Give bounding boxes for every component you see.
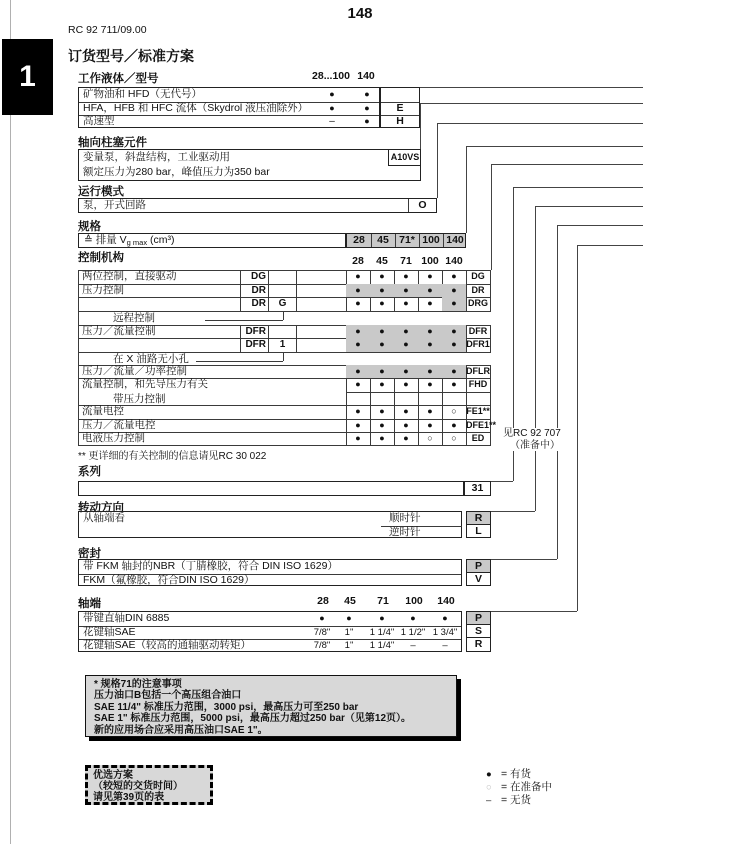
control-row: DFR 1 ● ● ● ● ● DFR1 <box>245 339 490 350</box>
order-code-connector <box>466 146 643 147</box>
legend-item: – = 无货 <box>486 794 532 806</box>
control-row: 流量电控 ● ● ● ● ○ FE1** <box>82 405 490 417</box>
note-line: * 规格71的注意事项 <box>94 679 182 690</box>
availability-dot: ● <box>410 613 416 623</box>
order-code-connector <box>491 611 577 612</box>
availability-dot: ● <box>355 379 361 389</box>
availability-dot: ● <box>355 406 361 416</box>
availability-dash: – <box>329 116 335 127</box>
order-code-connector <box>420 87 643 88</box>
control-row: 电液压力控制 ● ● ● ○ ○ ED <box>78 432 491 446</box>
availability-dot: ● <box>370 284 394 298</box>
shaft-size-value: – <box>410 640 416 651</box>
availability-dot: ● <box>364 116 370 126</box>
availability-dot: ● <box>394 284 418 298</box>
series-code: 31 <box>464 481 491 496</box>
hollow-dot-icon: ○ <box>486 782 492 793</box>
pump-desc-line2: 额定压力为280 bar，峰值压力为350 bar <box>83 165 270 178</box>
availability-dot: ● <box>394 338 418 352</box>
order-code-connector <box>577 245 643 246</box>
preferred-line: （较短的交货时间） <box>93 781 183 792</box>
availability-dot: ● <box>403 379 409 389</box>
availability-dot: ● <box>418 325 442 339</box>
shaft-size-value: 7/8" <box>313 640 331 651</box>
availability-dot: ● <box>379 613 385 623</box>
availability-dot: ● <box>379 271 385 281</box>
dash-icon: – <box>486 795 492 806</box>
size-value: 28 <box>353 234 365 246</box>
shaft-size-value: 7/8" <box>313 626 331 638</box>
size-value: 140 <box>446 234 464 246</box>
control-row: 流量控制，和先导压力有关 ● ● ● ● ● FHD <box>78 378 491 392</box>
availability-dot: ● <box>329 89 335 99</box>
mode-row-label: 泵，开式回路 <box>83 199 146 211</box>
rotation-section-label: 转动方向 <box>78 502 124 514</box>
shaft-size-value: 1" <box>344 640 354 651</box>
page-title: 订货型号／标准方案 <box>68 48 194 64</box>
availability-dot: ● <box>329 102 335 113</box>
order-code-connector <box>513 187 643 188</box>
mode-code: O <box>418 199 427 211</box>
availability-dot: ● <box>418 338 442 352</box>
control-row: 压力控制 DR ● ● ● ● ● DR <box>78 284 491 298</box>
rotation-cw-label: 顺时针 <box>389 512 421 524</box>
code-cell: FE1** <box>466 406 490 416</box>
availability-dot: ● <box>379 419 385 430</box>
availability-dot: ● <box>346 284 370 298</box>
availability-dot: ● <box>427 298 433 308</box>
code-cell: DFR <box>468 325 488 336</box>
code-cell: DFR1 <box>466 339 490 349</box>
order-code-connector <box>491 511 535 512</box>
availability-dot: ● <box>427 379 433 389</box>
shaft-code: R <box>466 637 491 652</box>
availability-dot: ● <box>379 433 385 443</box>
order-code-connector <box>557 225 558 559</box>
preferred-line: 请见第39页的表 <box>93 792 165 803</box>
size-cells <box>346 233 466 248</box>
availability-dot: ● <box>403 271 409 281</box>
shaft-section-label: 轴端 <box>78 598 101 610</box>
note-line: SAE 1" 标准压力范围，5000 psi，最高压力超过250 bar（见第12页）。 <box>94 713 412 725</box>
availability-dot: ● <box>319 613 325 623</box>
order-code-connector <box>491 481 513 482</box>
rotation-table <box>78 511 462 538</box>
order-code-connector <box>420 103 421 149</box>
order-code-connector <box>577 245 578 611</box>
control-row: DR G ● ● ● ● ● DRG <box>251 298 488 309</box>
control-sublabel: 带压力控制 <box>113 392 166 405</box>
seal-code: V <box>466 572 491 586</box>
shaft-col-header: 100 <box>405 595 423 607</box>
control-subrow <box>78 311 491 325</box>
preferred-line: 优选方案 <box>93 770 133 781</box>
doc-reference: RC 92 711/09.00 <box>68 24 147 36</box>
size-value: 100 <box>422 234 440 246</box>
code-cell: DFLR <box>466 365 490 376</box>
legend-item: ● = 有货 <box>486 768 532 780</box>
fluid-row-label: 高速型 <box>83 115 115 127</box>
order-code-connector <box>535 206 643 207</box>
availability-dot: ● <box>418 284 442 298</box>
control-footnote: ** 更详细的有关控制的信息请见RC 30 022 <box>78 451 267 462</box>
shaft-col-header: 140 <box>437 595 455 607</box>
availability-dot: ● <box>370 365 394 379</box>
availability-dot: ● <box>355 433 361 443</box>
pump-section-label: 轴向柱塞元件 <box>78 137 147 149</box>
control-sublabel: 远程控制 <box>113 311 155 324</box>
size-row-label: ≙ 排量 V <box>84 234 127 246</box>
seal-row-label: 带 FKM 轴封的NBR（丁腈橡胶，符合 DIN ISO 1629） <box>83 560 338 572</box>
shaft-size-value: 1 3/4" <box>432 626 458 638</box>
size-section-label: 规格 <box>78 221 101 233</box>
shaft-code: P <box>466 611 491 625</box>
availability-dot: ● <box>451 271 457 281</box>
shaft-row-label: 花键轴SAE <box>83 625 136 638</box>
note-line: SAE 11/4" 标准压力范围，3000 psi，最高压力可至250 bar <box>94 701 359 713</box>
availability-dot: ● <box>379 406 385 416</box>
availability-dot: ● <box>355 298 361 308</box>
shaft-col-header: 45 <box>344 595 356 607</box>
control-subrow <box>78 392 491 406</box>
availability-dot: ● <box>379 298 385 308</box>
seal-code: P <box>466 559 491 573</box>
availability-dot: ○ <box>451 406 457 416</box>
availability-dot: ● <box>442 297 466 311</box>
series-section-label: 系列 <box>78 466 101 478</box>
code-cell: DG <box>471 271 485 281</box>
series-row <box>78 481 464 496</box>
availability-dot: ● <box>442 365 466 379</box>
availability-dot: ○ <box>451 433 457 443</box>
shaft-row-label: 带键直轴DIN 6885 <box>83 612 170 624</box>
shaft-code: S <box>466 624 491 638</box>
availability-dot: ● <box>364 102 370 113</box>
availability-dot: ● <box>370 325 394 339</box>
control-col-header: 71 <box>400 255 412 267</box>
control-row: 压力／流量控制 DFR ● ● ● ● ● DFR <box>78 325 491 339</box>
note-line: 新的应用场合应采用高压油口SAE 1"。 <box>94 724 268 736</box>
availability-dot: ● <box>355 419 361 430</box>
shaft-col-header: 71 <box>377 595 389 607</box>
availability-dot: ● <box>403 419 409 430</box>
chapter-tab: 1 <box>2 39 53 115</box>
pump-desc-line1: 变量泵，斜盘结构，工业驱动用 <box>83 151 230 163</box>
control-col-header: 100 <box>421 255 439 267</box>
control-section-label: 控制机构 <box>78 252 124 264</box>
availability-dot: ● <box>442 284 466 298</box>
availability-dot: ● <box>427 271 433 281</box>
order-code-connector <box>557 225 643 226</box>
mode-table <box>78 198 437 213</box>
page-edge-line <box>10 0 11 844</box>
fluid-row-label: HFA，HFB 和 HFC 流体（Skydrol 液压油除外） <box>83 101 309 114</box>
code-cell: H <box>396 115 404 127</box>
availability-dot: ● <box>403 406 409 416</box>
side-note-rc92707: 见RC 92 707 （准备中） <box>503 428 561 451</box>
availability-dot: ● <box>442 613 448 623</box>
availability-dot: ○ <box>427 433 433 443</box>
availability-dot: ● <box>346 338 370 352</box>
fluid-section-label: 工作液体／型号 <box>78 73 159 85</box>
availability-dot: ● <box>403 433 409 443</box>
order-code-connector <box>420 103 643 104</box>
control-table <box>78 270 497 446</box>
seal-table <box>78 559 462 586</box>
availability-dot: ● <box>379 379 385 389</box>
availability-dot: ● <box>394 365 418 379</box>
shaft-size-value: 1" <box>344 626 354 638</box>
code-cell: FHD <box>468 379 488 389</box>
availability-dot: ● <box>346 325 370 339</box>
rotation-cw-code: R <box>466 511 491 525</box>
order-code-connector <box>466 146 467 233</box>
shaft-size-value: 1 1/4" <box>369 626 395 638</box>
filled-dot-icon: ● <box>486 769 492 780</box>
control-row: 两位控制，直接驱动 DG ● ● ● ● ● DG <box>78 270 491 284</box>
code-cell: DRG <box>468 298 488 308</box>
code-cell: E <box>396 101 404 114</box>
note-line: 压力油口B包括一个高压组合油口 <box>94 690 242 702</box>
pump-table <box>78 149 421 181</box>
fluid-col-header-2: 140 <box>357 70 375 82</box>
control-col-header: 140 <box>445 255 463 267</box>
code-cell: ED <box>471 433 485 443</box>
code-cell: DFE1** <box>466 419 497 430</box>
availability-dot: ● <box>394 325 418 339</box>
control-sublabel: 在 X 油路无小孔 <box>113 352 189 365</box>
mode-section-label: 运行模式 <box>78 186 124 198</box>
fluid-row-label: 矿物油和 HFD（无代号） <box>83 88 202 100</box>
page-number: 148 <box>347 5 373 22</box>
control-col-header: 45 <box>376 255 388 267</box>
order-code-connector <box>437 123 438 198</box>
control-row: 压力／流量／功率控制 ● ● ● ● ● DFLR <box>82 364 490 377</box>
size-value: 45 <box>377 234 389 246</box>
fluid-table <box>78 87 380 128</box>
availability-dot: ● <box>346 365 370 379</box>
control-col-header: 28 <box>352 255 364 267</box>
shaft-row-label: 花键轴SAE（较高的通轴驱动转矩） <box>83 639 252 651</box>
pump-code-box: A10VS <box>388 150 421 166</box>
preferred-program-box <box>85 765 213 805</box>
size-row-label-box: ≙ 排量 Vg max (cm³) <box>78 233 346 248</box>
order-code-connector <box>535 206 536 511</box>
availability-dot: ● <box>403 298 409 308</box>
order-code-connector <box>437 123 643 124</box>
availability-dot: ● <box>451 379 457 389</box>
availability-dot: ● <box>442 338 466 352</box>
availability-dot: ● <box>364 89 370 99</box>
rotation-ccw-code: L <box>466 524 491 538</box>
availability-dot: ● <box>355 271 361 281</box>
availability-dot: ● <box>442 325 466 339</box>
code-cell: DR <box>471 284 485 295</box>
availability-dot: ● <box>370 338 394 352</box>
shaft-size-value: 1 1/2" <box>400 626 426 638</box>
availability-dot: ● <box>418 365 442 379</box>
note-box <box>85 675 457 737</box>
availability-dot: ● <box>346 613 352 623</box>
seal-row-label: FKM（氟橡胶，符合DIN ISO 1629） <box>83 573 255 586</box>
control-subrow <box>78 352 491 366</box>
availability-dot: ● <box>451 419 457 430</box>
size-value: 71* <box>399 234 415 246</box>
availability-dot: ● <box>427 419 433 430</box>
rotation-row-label: 从轴端看 <box>83 512 125 524</box>
fluid-code-column <box>380 87 420 128</box>
seal-section-label: 密封 <box>78 548 101 560</box>
shaft-size-value: 1 1/4" <box>369 640 395 651</box>
rotation-ccw-label: 逆时针 <box>389 525 421 538</box>
order-code-connector <box>491 559 557 560</box>
legend-item: ○ = 在准备中 <box>486 781 553 793</box>
shaft-col-header: 28 <box>317 595 329 607</box>
shaft-size-value: – <box>442 640 448 651</box>
order-code-connector <box>491 164 643 165</box>
control-row: 压力／流量电控 ● ● ● ● ● DFE1** <box>82 418 497 431</box>
availability-dot: ● <box>427 406 433 416</box>
fluid-col-header-1: 28...100 <box>312 70 350 82</box>
order-code-connector <box>491 164 492 270</box>
shaft-table <box>78 611 462 652</box>
